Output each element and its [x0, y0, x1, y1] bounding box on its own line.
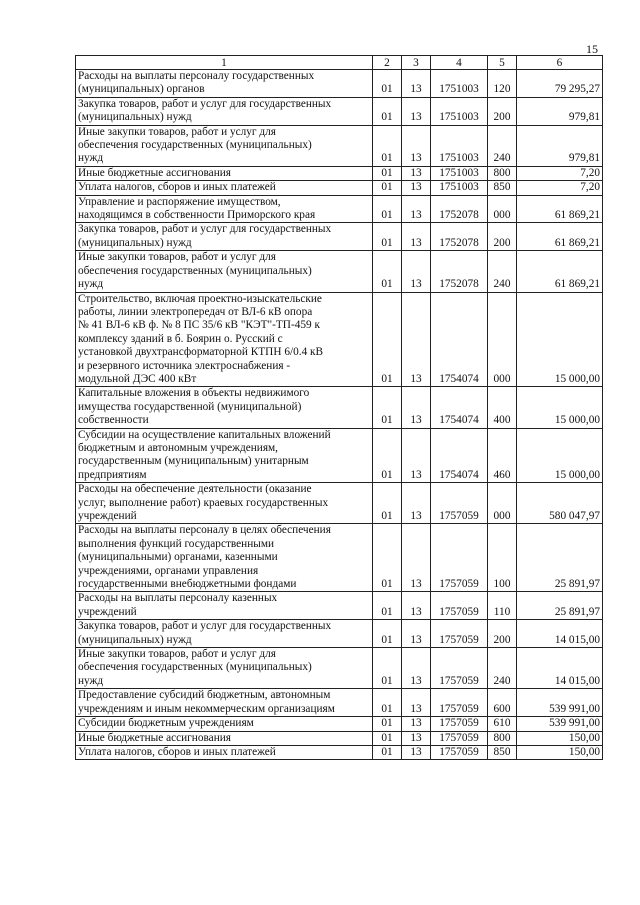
expense-name-cell: Предоставление субсидий бюджетным, автономным учреждениям и иным некоммерческим организациям: [76, 689, 373, 717]
table-row: [76, 223, 603, 251]
target-article-cell: 1751003: [431, 166, 488, 180]
subsection-code-cell: 13: [402, 428, 431, 483]
expense-type-cell: 200: [488, 223, 517, 251]
amount-cell: 61 869,21: [517, 195, 603, 223]
expense-type-cell: 240: [488, 648, 517, 689]
table-row: [76, 125, 603, 166]
expense-name-cell: Иные закупки товаров, работ и услуг для обеспечения государственных (муниципальных) нужд: [76, 251, 373, 292]
expense-type-cell: 110: [488, 592, 517, 620]
amount-cell: 61 869,21: [517, 223, 603, 251]
expense-type-cell: 000: [488, 195, 517, 223]
target-article-cell: 1752078: [431, 195, 488, 223]
expense-name-cell: Строительство, включая проектно-изыскательские работы, линии электропередач от ВЛ-6 кВ опора № 41 ВЛ-6 кВ ф. № 8 ПС 35/6 кВ "КЭТ"-ТП-459 к комплексу зданий в б. Боярин о. Русский с установкой двухтрансформаторной КТПН 6/0.4 кВ и резервного источника электроснабжения - модульной ДЭС 400 кВт: [76, 292, 373, 387]
expense-name-cell: Уплата налогов, сборов и иных платежей: [76, 745, 373, 759]
table-row: [76, 717, 603, 731]
amount-cell: 539 991,00: [517, 717, 603, 731]
target-article-cell: 1751003: [431, 181, 488, 195]
expense-type-cell: 850: [488, 181, 517, 195]
target-article-cell: 1754074: [431, 387, 488, 428]
subsection-code-cell: 13: [402, 251, 431, 292]
target-article-cell: 1751003: [431, 70, 488, 98]
section-code-cell: 01: [373, 745, 402, 759]
col-header-section: 2: [373, 56, 402, 70]
table-row: [76, 195, 603, 223]
amount-cell: 580 047,97: [517, 483, 603, 524]
expense-name-cell: Иные закупки товаров, работ и услуг для обеспечения государственных (муниципальных) нужд: [76, 648, 373, 689]
subsection-code-cell: 13: [402, 292, 431, 387]
section-code-cell: 01: [373, 524, 402, 592]
subsection-code-cell: 13: [402, 97, 431, 125]
table-row: [76, 524, 603, 592]
table-row: [76, 483, 603, 524]
expense-name-cell: Расходы на обеспечение деятельности (оказание услуг, выполнение работ) краевых государственных учреждений: [76, 483, 373, 524]
amount-cell: 979,81: [517, 97, 603, 125]
page-number: 15: [586, 42, 598, 56]
expense-name-cell: Управление и распоряжение имуществом, находящимся в собственности Приморского края: [76, 195, 373, 223]
amount-cell: 7,20: [517, 181, 603, 195]
expense-name-cell: Иные бюджетные ассигнования: [76, 166, 373, 180]
expense-name-cell: Иные закупки товаров, работ и услуг для обеспечения государственных (муниципальных) нужд: [76, 125, 373, 166]
expense-type-cell: 000: [488, 292, 517, 387]
section-code-cell: 01: [373, 292, 402, 387]
expense-type-cell: 200: [488, 97, 517, 125]
expense-name-cell: Закупка товаров, работ и услуг для государственных (муниципальных) нужд: [76, 223, 373, 251]
table-row: [76, 745, 603, 759]
target-article-cell: 1757059: [431, 592, 488, 620]
target-article-cell: 1752078: [431, 251, 488, 292]
amount-cell: 61 869,21: [517, 251, 603, 292]
table-row: [76, 387, 603, 428]
table-row: [76, 97, 603, 125]
subsection-code-cell: 13: [402, 195, 431, 223]
amount-cell: 15 000,00: [517, 387, 603, 428]
expense-name-cell: Расходы на выплаты персоналу в целях обеспечения выполнения функций государственными (муниципальными) органами, казенными учреждениями, органами управления государственными внебюджетными фондами: [76, 524, 373, 592]
subsection-code-cell: 13: [402, 745, 431, 759]
section-code-cell: 01: [373, 717, 402, 731]
table-row: [76, 70, 603, 98]
target-article-cell: 1757059: [431, 524, 488, 592]
subsection-code-cell: 13: [402, 223, 431, 251]
table-row: [76, 648, 603, 689]
target-article-cell: 1751003: [431, 125, 488, 166]
amount-cell: 25 891,97: [517, 592, 603, 620]
table-row: [76, 592, 603, 620]
expense-type-cell: 200: [488, 620, 517, 648]
expense-type-cell: 460: [488, 428, 517, 483]
target-article-cell: 1757059: [431, 689, 488, 717]
table-row: [76, 689, 603, 717]
subsection-code-cell: 13: [402, 524, 431, 592]
table-row: [76, 292, 603, 387]
expense-name-cell: Субсидии на осуществление капитальных вложений бюджетным и автономным учреждениям, государственным (муниципальным) унитарным предприятиям: [76, 428, 373, 483]
col-header-expense-type: 5: [488, 56, 517, 70]
expense-name-cell: Закупка товаров, работ и услуг для государственных (муниципальных) нужд: [76, 620, 373, 648]
target-article-cell: 1757059: [431, 745, 488, 759]
subsection-code-cell: 13: [402, 731, 431, 745]
subsection-code-cell: 13: [402, 387, 431, 428]
target-article-cell: 1751003: [431, 97, 488, 125]
amount-cell: 15 000,00: [517, 428, 603, 483]
subsection-code-cell: 13: [402, 620, 431, 648]
expense-type-cell: 400: [488, 387, 517, 428]
subsection-code-cell: 13: [402, 483, 431, 524]
subsection-code-cell: 13: [402, 166, 431, 180]
header-row: [76, 56, 603, 70]
expense-name-cell: Закупка товаров, работ и услуг для государственных (муниципальных) нужд: [76, 97, 373, 125]
expense-name-cell: Уплата налогов, сборов и иных платежей: [76, 181, 373, 195]
amount-cell: 14 015,00: [517, 620, 603, 648]
target-article-cell: 1757059: [431, 620, 488, 648]
expense-type-cell: 240: [488, 125, 517, 166]
subsection-code-cell: 13: [402, 70, 431, 98]
subsection-code-cell: 13: [402, 181, 431, 195]
expense-type-cell: 240: [488, 251, 517, 292]
amount-cell: 15 000,00: [517, 292, 603, 387]
expense-type-cell: 100: [488, 524, 517, 592]
section-code-cell: 01: [373, 592, 402, 620]
expense-type-cell: 000: [488, 483, 517, 524]
section-code-cell: 01: [373, 70, 402, 98]
section-code-cell: 01: [373, 166, 402, 180]
expense-type-cell: 850: [488, 745, 517, 759]
table-row: [76, 166, 603, 180]
target-article-cell: 1754074: [431, 292, 488, 387]
section-code-cell: 01: [373, 620, 402, 648]
table-row: [76, 731, 603, 745]
amount-cell: 25 891,97: [517, 524, 603, 592]
subsection-code-cell: 13: [402, 592, 431, 620]
col-header-amount: 6: [517, 56, 603, 70]
col-header-subsection: 3: [402, 56, 431, 70]
section-code-cell: 01: [373, 648, 402, 689]
section-code-cell: 01: [373, 125, 402, 166]
subsection-code-cell: 13: [402, 648, 431, 689]
section-code-cell: 01: [373, 195, 402, 223]
amount-cell: 539 991,00: [517, 689, 603, 717]
expense-name-cell: Расходы на выплаты персоналу государственных (муниципальных) органов: [76, 70, 373, 98]
expense-name-cell: Субсидии бюджетным учреждениям: [76, 717, 373, 731]
section-code-cell: 01: [373, 223, 402, 251]
amount-cell: 7,20: [517, 166, 603, 180]
section-code-cell: 01: [373, 387, 402, 428]
target-article-cell: 1757059: [431, 648, 488, 689]
subsection-code-cell: 13: [402, 125, 431, 166]
section-code-cell: 01: [373, 251, 402, 292]
expense-type-cell: 120: [488, 70, 517, 98]
table-row: [76, 251, 603, 292]
amount-cell: 14 015,00: [517, 648, 603, 689]
target-article-cell: 1752078: [431, 223, 488, 251]
amount-cell: 150,00: [517, 745, 603, 759]
target-article-cell: 1757059: [431, 731, 488, 745]
col-header-name: 1: [76, 56, 373, 70]
section-code-cell: 01: [373, 97, 402, 125]
expense-name-cell: Иные бюджетные ассигнования: [76, 731, 373, 745]
expense-type-cell: 800: [488, 166, 517, 180]
amount-cell: 150,00: [517, 731, 603, 745]
target-article-cell: 1757059: [431, 717, 488, 731]
section-code-cell: 01: [373, 483, 402, 524]
col-header-target-article: 4: [431, 56, 488, 70]
expense-type-cell: 600: [488, 689, 517, 717]
subsection-code-cell: 13: [402, 689, 431, 717]
table-body: [76, 70, 603, 760]
table-row: [76, 428, 603, 483]
section-code-cell: 01: [373, 181, 402, 195]
section-code-cell: 01: [373, 689, 402, 717]
budget-table: [75, 55, 603, 760]
subsection-code-cell: 13: [402, 717, 431, 731]
expense-type-cell: 800: [488, 731, 517, 745]
expense-name-cell: Капитальные вложения в объекты недвижимого имущества государственной (муниципальной) собственности: [76, 387, 373, 428]
section-code-cell: 01: [373, 428, 402, 483]
target-article-cell: 1757059: [431, 483, 488, 524]
table-row: [76, 620, 603, 648]
expense-name-cell: Расходы на выплаты персоналу казенных учреждений: [76, 592, 373, 620]
expense-type-cell: 610: [488, 717, 517, 731]
amount-cell: 79 295,27: [517, 70, 603, 98]
amount-cell: 979,81: [517, 125, 603, 166]
section-code-cell: 01: [373, 731, 402, 745]
table-row: [76, 181, 603, 195]
target-article-cell: 1754074: [431, 428, 488, 483]
